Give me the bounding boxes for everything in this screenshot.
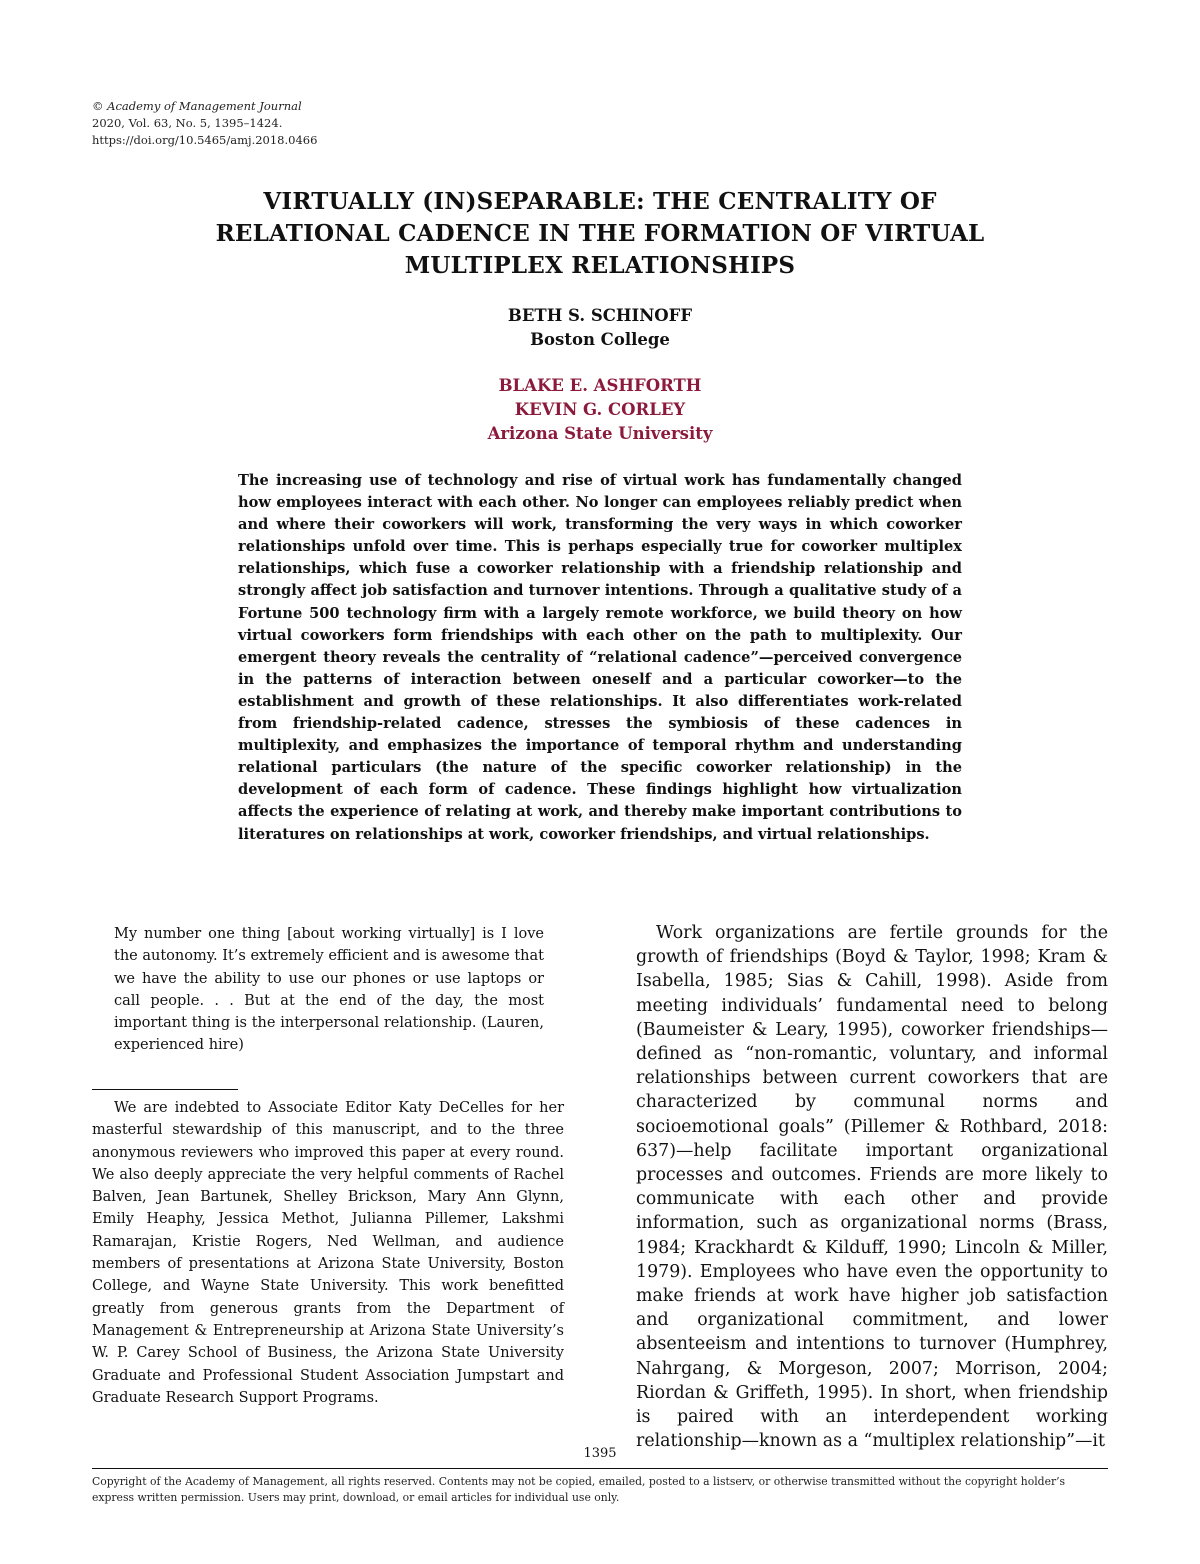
- footnote-divider: [92, 1089, 238, 1090]
- author-block-1: [300, 304, 900, 352]
- paper-title: [150, 186, 1050, 282]
- author-block-2: [300, 374, 900, 446]
- copyright-notice: Copyright of the Academy of Management, all rights reserved. Contents may not be copied, emailed, posted to a listserv, or otherwise transmitted without the copyright holder’s express written permission. Users may print, download, or email articles for individual use only.: [92, 1475, 1066, 1504]
- title-line-1: VIRTUALLY (IN)SEPARABLE: THE CENTRALITY OF: [263, 188, 937, 215]
- body-paragraph: Work organizations are fertile grounds for the growth of friendships (Boyd & Taylor, 1998; Kram & Isabella, 1985; Sias & Cahill, 1998). Aside from meeting individuals’ fundamental need to belong (Baumeister & Leary, 1995), coworker friendships—defined as “non-romantic, voluntary, and informal relationships between current coworkers that are characterized by communal norms and socioemotional goals” (Pillemer & Rothbard, 2018: 637)—help facilitate important organizational processes and outcomes. Friends are more likely to communicate with each other and provide information, such as organizational norms (Brass, 1984; Krackhardt & Kilduff, 1990; Lincoln & Miller, 1979). Employees who have even the opportunity to make friends at work have higher job satisfaction and organizational commitment, and lower absenteeism and intentions to turnover (Humphrey, Nahrgang, & Morgeson, 2007; Morrison, 2004; Riordan & Griffeth, 1995). In short, when friendship is paired with an interdependent working relationship—known as a “multiplex relationship”—it: [636, 923, 1108, 1452]
- acknowledgment-footnote: We are indebted to Associate Editor Katy DeCelles for her masterful stewardship of this manuscript, and to the three anonymous reviewers who improved this paper at every round. We also deeply appreciate the very helpful comments of Rachel Balven, Jean Bartunek, Shelley Brickson, Mary Ann Glynn, Emily Heaphy, Jessica Methot, Julianna Pillemer, Lakshmi Ramarajan, Kristie Rogers, Ned Wellman, and audience members of presentations at Arizona State University, Boston College, and Wayne State University. This work benefitted greatly from generous grants from the Department of Management & Entrepreneurship at Arizona State University’s W. P. Carey School of Business, the Arizona State University Graduate and Professional Student Association Jumpstart and Graduate Research Support Programs.: [92, 1100, 564, 1406]
- author-name: KEVIN G. CORLEY: [514, 400, 686, 419]
- title-line-2: RELATIONAL CADENCE IN THE FORMATION OF VIRTUAL: [215, 220, 985, 247]
- author-affiliation: Boston College: [530, 330, 670, 349]
- page-number: 1395: [583, 1446, 617, 1461]
- title-line-3: MULTIPLEX RELATIONSHIPS: [404, 252, 796, 279]
- author-name: BLAKE E. ASHFORTH: [498, 376, 702, 395]
- volume-info: 2020, Vol. 63, No. 5, 1395–1424.: [92, 116, 283, 130]
- doi-link[interactable]: https://doi.org/10.5465/amj.2018.0466: [92, 133, 318, 147]
- author-affiliation: Arizona State University: [487, 424, 713, 443]
- epigraph-quote: My number one thing [about working virtually] is I love the autonomy. It’s extremely efficient and is awesome that we have the ability to use our phones or use laptops or call people. . . But at the end of the day, the most important thing is the interpersonal relationship. (Lauren, experienced hire): [114, 926, 544, 1054]
- abstract: The increasing use of technology and rise of virtual work has fundamentally changed how employees interact with each other. No longer can employees reliably predict when and where their coworkers will work, transforming the very ways in which coworker relationships unfold over time. This is perhaps especially true for coworker multiplex relationships, which fuse a coworker relationship with a friendship relationship and strongly affect job satisfaction and turnover intentions. Through a qualitative study of a Fortune 500 technology firm with a largely remote workforce, we build theory on how virtual coworkers form friendships with each other on the path to multiplexity. Our emergent theory reveals the centrality of “relational cadence”—perceived convergence in the patterns of interaction between oneself and a particular coworker—to the establishment and growth of these relationships. It also differentiates work-related from friendship-related cadence, stresses the symbiosis of these cadences in multiplexity, and emphasizes the importance of temporal rhythm and understanding relational particulars (the nature of the specific coworker relationship) in the development of each form of cadence. These findings highlight how virtualization affects the experience of relating at work, and thereby make important contributions to literatures on relationships at work, coworker friendships, and virtual relationships.: [238, 472, 962, 843]
- author-name: BETH S. SCHINOFF: [507, 306, 693, 325]
- publication-info: [92, 98, 317, 149]
- copyright-divider: [92, 1468, 1108, 1469]
- journal-name: © Academy of Management Journal: [92, 99, 302, 113]
